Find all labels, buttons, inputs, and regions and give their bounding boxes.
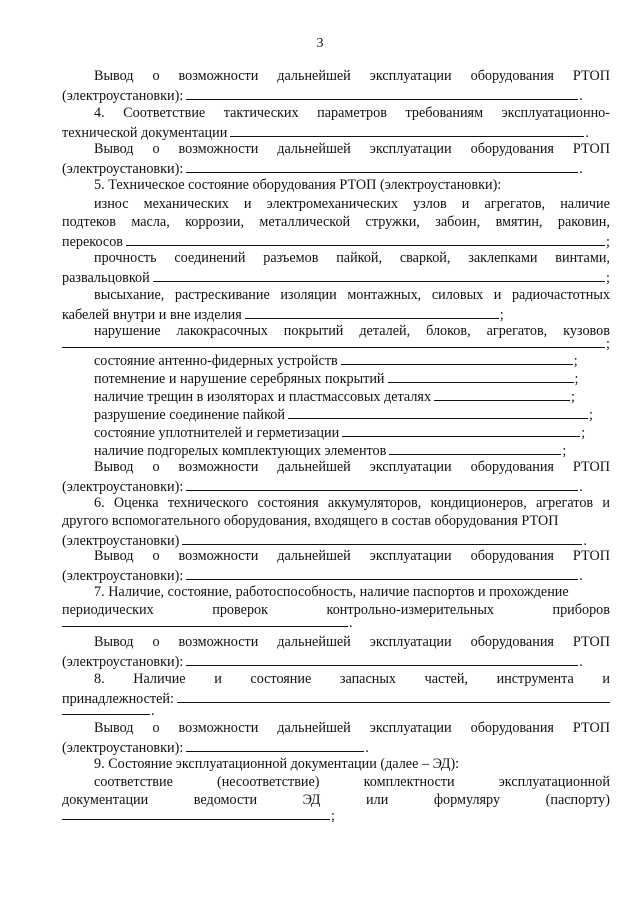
wear-line: подтеков масла, коррозии, металлической стружки, забоин, вмятин, раковин, bbox=[62, 214, 610, 230]
fill-in-blank[interactable] bbox=[62, 701, 150, 715]
fill-in-blank[interactable] bbox=[230, 123, 584, 137]
fill-in-blank[interactable] bbox=[342, 423, 580, 437]
section-9-field: ; bbox=[62, 806, 610, 823]
fill-in-blank[interactable] bbox=[388, 369, 574, 383]
conclusion-field: (электроустановки): . bbox=[62, 740, 369, 756]
fill-in-blank[interactable] bbox=[186, 652, 578, 666]
section-7-field: . bbox=[62, 613, 610, 630]
checklist-item: наличие подгорелых комплектующих элементов ; bbox=[94, 443, 567, 459]
checklist-item: состояние уплотнителей и герметизации ; bbox=[94, 425, 586, 441]
page-number: 3 bbox=[316, 36, 324, 51]
fill-in-blank[interactable] bbox=[288, 405, 588, 419]
section-6-field: (электроустановки) . bbox=[62, 533, 587, 549]
conclusion-field: (электроустановки): . bbox=[62, 479, 583, 495]
section-9-line: соответствие (несоответствие) комплектности эксплуатационной bbox=[94, 774, 610, 790]
fill-in-blank[interactable] bbox=[62, 806, 330, 820]
fill-in-blank[interactable] bbox=[186, 738, 364, 752]
section-8-heading: 8. Наличие и состояние запасных частей, инструмента и bbox=[94, 671, 610, 687]
section-6-line: другого вспомогательного оборудования, входящего в состав оборудования РТОП bbox=[62, 513, 559, 529]
conclusion-line: Вывод о возможности дальнейшей эксплуатации оборудования РТОП bbox=[94, 548, 610, 564]
conclusion-line: Вывод о возможности дальнейшей эксплуатации оборудования РТОП bbox=[94, 634, 610, 650]
section-4-field: технической документации . bbox=[62, 125, 589, 141]
fill-in-blank[interactable] bbox=[186, 477, 578, 491]
paint-line: нарушение лакокрасочных покрытий деталей, блоков, агрегатов, кузовов bbox=[94, 323, 610, 339]
strength-field: развальцовкой ; bbox=[62, 270, 610, 286]
checklist-item: наличие трещин в изоляторах и пластмассовых деталях ; bbox=[94, 389, 575, 405]
drying-line: высыхание, растрескивание изоляции монтажных, силовых и радиочастотных bbox=[94, 287, 610, 303]
conclusion-field: (электроустановки): . bbox=[62, 161, 583, 177]
fill-in-blank[interactable] bbox=[186, 159, 578, 173]
fill-in-blank[interactable] bbox=[153, 268, 605, 282]
conclusion-field: (электроустановки): . bbox=[62, 568, 583, 584]
fill-in-blank[interactable] bbox=[182, 531, 582, 545]
section-8-field: принадлежностей: bbox=[62, 689, 610, 706]
paint-field: ; bbox=[62, 334, 610, 351]
fill-in-blank[interactable] bbox=[186, 566, 578, 580]
section-4-heading: 4. Соответствие тактических параметров требованиям эксплуатационно- bbox=[94, 105, 610, 121]
checklist-item: потемнение и нарушение серебряных покрытий ; bbox=[94, 371, 579, 387]
wear-field: перекосов ; bbox=[62, 234, 610, 250]
fill-in-blank[interactable] bbox=[126, 232, 605, 246]
conclusion-line: Вывод о возможности дальнейшей эксплуатации оборудования РТОП bbox=[94, 68, 610, 84]
section-7-line: периодических проверок контрольно-измерительных приборов bbox=[62, 602, 610, 618]
section-9-heading: 9. Состояние эксплуатационной документации (далее – ЭД): bbox=[94, 756, 460, 772]
fill-in-blank[interactable] bbox=[62, 334, 605, 348]
section-7-heading: 7. Наличие, состояние, работоспособность, наличие паспортов и прохождение bbox=[94, 584, 569, 600]
conclusion-field: (электроустановки): . bbox=[62, 654, 583, 670]
strength-line: прочность соединений разъемов пайкой, сваркой, заклепками винтами, bbox=[94, 250, 610, 266]
checklist-item: состояние антенно-фидерных устройств ; bbox=[94, 353, 578, 369]
section-5-heading: 5. Техническое состояние оборудования РТОП (электроустановки): bbox=[94, 177, 502, 193]
section-6-heading: 6. Оценка технического состояния аккумуляторов, кондиционеров, агрегатов и bbox=[94, 495, 610, 511]
conclusion-line: Вывод о возможности дальнейшей эксплуатации оборудования РТОП bbox=[94, 459, 610, 475]
conclusion-line: Вывод о возможности дальнейшей эксплуатации оборудования РТОП bbox=[94, 720, 610, 736]
fill-in-blank[interactable] bbox=[341, 351, 573, 365]
checklist-item: разрушение соединение пайкой ; bbox=[94, 407, 593, 423]
section-8-field-cont: . bbox=[62, 701, 610, 718]
conclusion-line: Вывод о возможности дальнейшей эксплуатации оборудования РТОП bbox=[94, 141, 610, 157]
fill-in-blank[interactable] bbox=[62, 613, 348, 627]
conclusion-field: (электроустановки): . bbox=[62, 88, 583, 104]
drying-field: кабелей внутри и вне изделия ; bbox=[62, 307, 504, 323]
fill-in-blank[interactable] bbox=[389, 441, 561, 455]
fill-in-blank[interactable] bbox=[434, 387, 570, 401]
fill-in-blank[interactable] bbox=[186, 86, 578, 100]
section-9-line: документации ведомости ЭД или формуляру (паспорту) bbox=[62, 792, 610, 808]
wear-line: износ механических и электромеханических узлов и агрегатов, наличие bbox=[94, 196, 610, 212]
fill-in-blank[interactable] bbox=[245, 305, 499, 319]
